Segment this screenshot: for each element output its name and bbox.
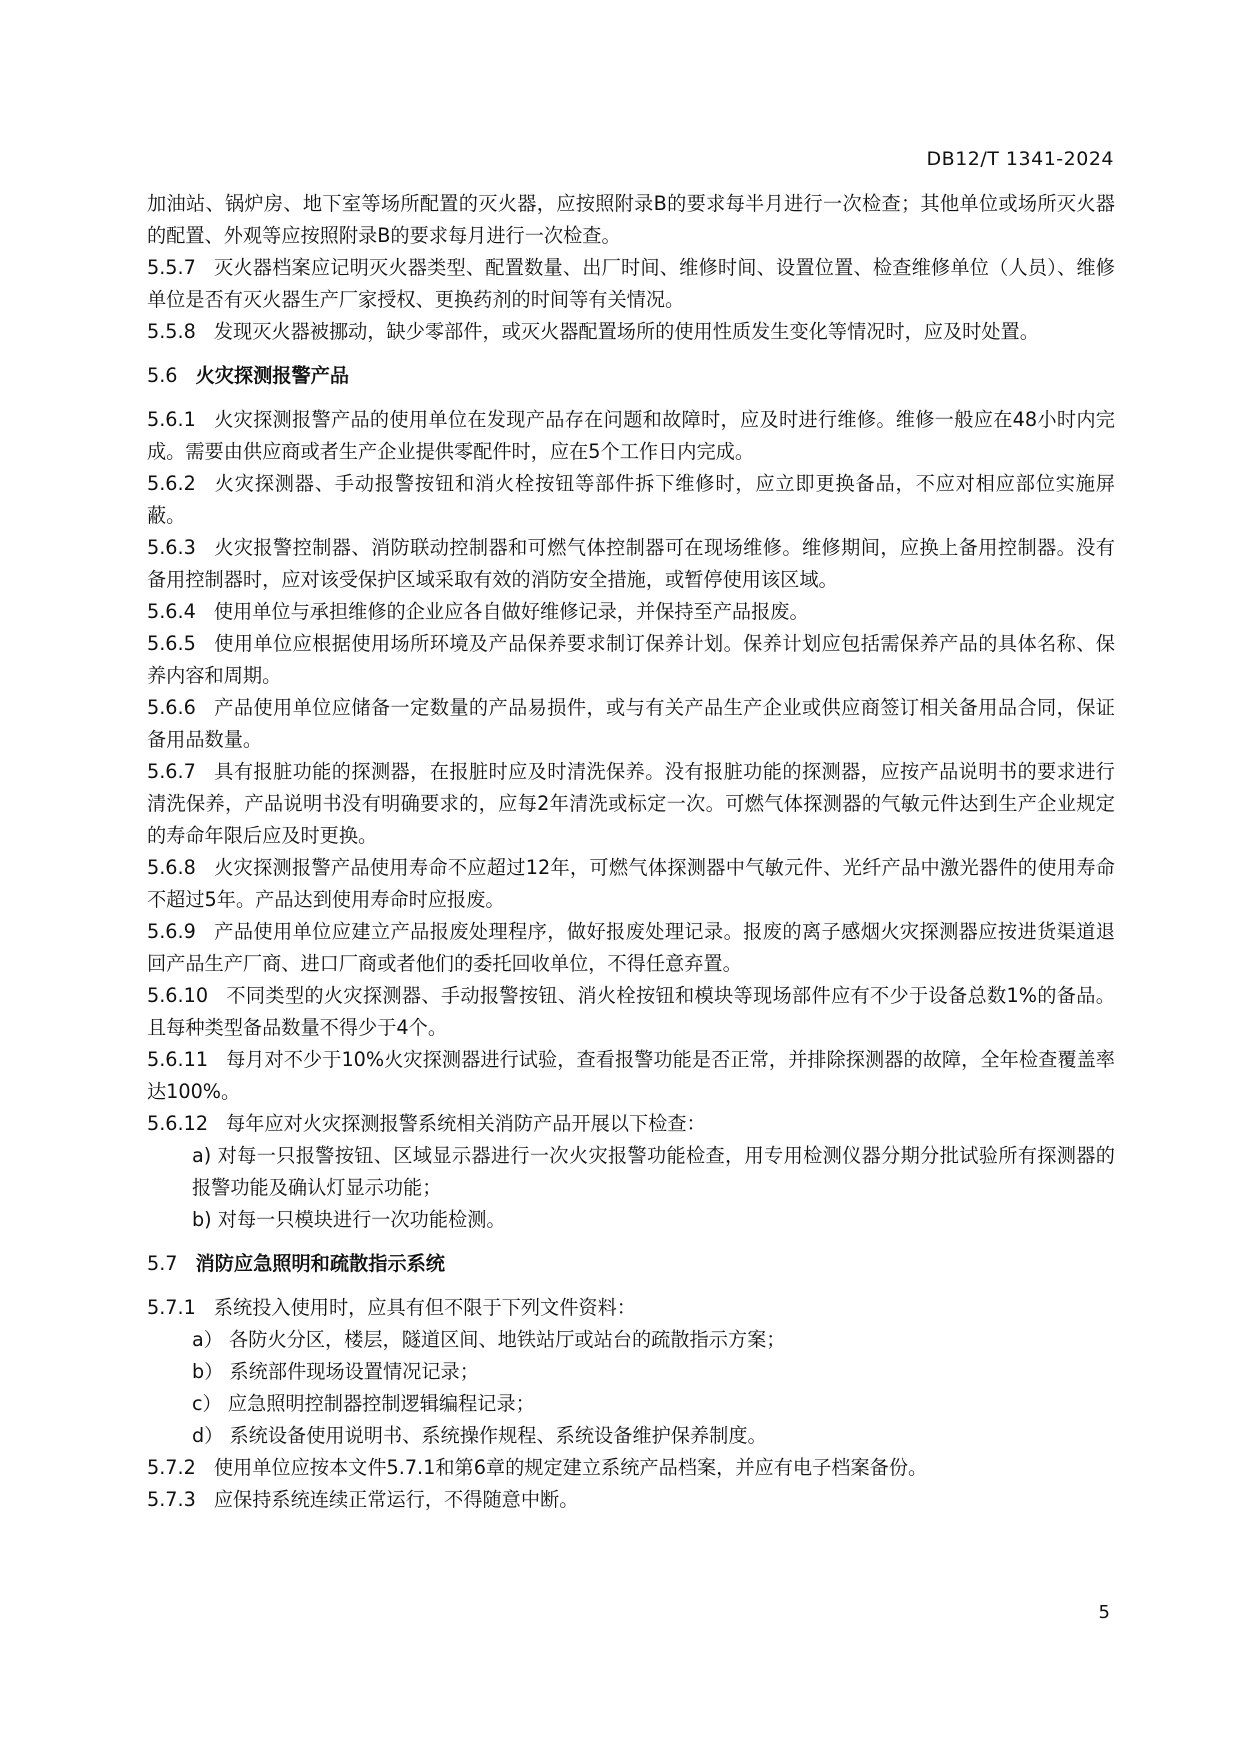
document-code: DB12/T 1341-2024 <box>926 148 1114 170</box>
list-item: b） 系统部件现场设置情况记录； <box>192 1360 479 1383</box>
section-number: 5.7 <box>147 1252 178 1275</box>
clause-number: 5.6.9 <box>147 920 196 943</box>
clause-5-6-9 <box>147 916 1115 980</box>
clause-number: 5.7.2 <box>147 1456 196 1479</box>
list-item: c） 应急照明控制器控制逻辑编程记录； <box>192 1392 535 1415</box>
clause-number: 5.7.1 <box>147 1296 196 1319</box>
clause-number: 5.7.3 <box>147 1488 196 1511</box>
section-heading-5-7 <box>147 1248 1115 1280</box>
section-heading-5-6 <box>147 360 1115 392</box>
section-number: 5.6 <box>147 364 178 387</box>
clause-number: 5.6.1 <box>147 408 196 431</box>
paragraph-text: 应保持系统连续正常运行，不得随意中断。 <box>213 1488 579 1511</box>
clause-5-6-11 <box>147 1044 1115 1108</box>
clause-5-6-5 <box>147 628 1115 692</box>
clause-number: 5.6.8 <box>147 856 196 879</box>
paragraph-text: 灭火器档案应记明灭火器类型、配置数量、出厂时间、维修时间、设置位置、检查维修单位（人员）、维修单位是否有灭火器生产厂家授权、更换药剂的时间等有关情况。 <box>147 256 1115 311</box>
clause-number: 5.6.7 <box>147 760 196 783</box>
paragraph-text: 产品使用单位应储备一定数量的产品易损件，或与有关产品生产企业或供应商签订相关备用品合同，保证备用品数量。 <box>147 696 1115 751</box>
list-item: a） 各防火分区，楼层，隧道区间、地铁站厅或站台的疏散指示方案； <box>192 1328 786 1351</box>
clause-5-5-7 <box>147 252 1115 316</box>
clause-5-6-4 <box>147 596 1115 628</box>
list-item: d） 系统设备使用说明书、系统操作规程、系统设备维护保养制度。 <box>192 1424 767 1447</box>
paragraph-text: 系统投入使用时，应具有但不限于下列文件资料： <box>213 1296 636 1319</box>
clause-5-7-3 <box>147 1484 1115 1516</box>
paragraph-text: 产品使用单位应建立产品报废处理程序，做好报废处理记录。报废的离子感烟火灾探测器应按进货渠道退回产品生产厂商、进口厂商或者他们的委托回收单位，不得任意弃置。 <box>147 920 1115 975</box>
paragraph-text: 发现灭火器被挪动，缺少零部件，或灭火器配置场所的使用性质发生变化等情况时，应及时处置。 <box>213 320 1039 343</box>
clause-number: 5.6.4 <box>147 600 196 623</box>
paragraph-text: 使用单位应按本文件5.7.1和第6章的规定建立系统产品档案，并应有电子档案备份。 <box>213 1456 928 1479</box>
clause-5-6-7 <box>147 756 1115 852</box>
section-title: 消防应急照明和疏散指示系统 <box>195 1252 445 1275</box>
clause-5-5-8 <box>147 316 1115 348</box>
clause-number: 5.6.11 <box>147 1048 209 1071</box>
paragraph-text: 火灾探测报警产品使用寿命不应超过12年，可燃气体探测器中气敏元件、光纤产品中激光器件的使用寿命不超过5年。产品达到使用寿命时应报废。 <box>147 856 1115 911</box>
page-content <box>147 188 1115 1516</box>
clause-5-6-3 <box>147 532 1115 596</box>
paragraph-text: 加油站、锅炉房、地下室等场所配置的灭火器，应按照附录B的要求每半月进行一次检查；其他单位或场所灭火器的配置、外观等应按照附录B的要求每月进行一次检查。 <box>147 192 1115 247</box>
list-item: b) 对每一只模块进行一次功能检测。 <box>192 1208 506 1231</box>
paragraph-continuation <box>147 188 1115 252</box>
clause-number: 5.6.2 <box>147 472 196 495</box>
clause-number: 5.6.10 <box>147 984 209 1007</box>
clause-number: 5.6.3 <box>147 536 196 559</box>
paragraph-text: 不同类型的火灾探测器、手动报警按钮、消火栓按钮和模块等现场部件应有不少于设备总数1%的备品。且每种类型备品数量不得少于4个。 <box>147 984 1115 1039</box>
clause-number: 5.6.12 <box>147 1112 209 1135</box>
clause-5-7-2 <box>147 1452 1115 1484</box>
clause-5-6-12 <box>147 1108 1115 1140</box>
paragraph-text: 使用单位与承担维修的企业应各自做好维修记录，并保持至产品报废。 <box>213 600 809 623</box>
paragraph-text: 使用单位应根据使用场所环境及产品保养要求制订保养计划。保养计划应包括需保养产品的具体名称、保养内容和周期。 <box>147 632 1115 687</box>
paragraph-text: 火灾探测器、手动报警按钮和消火栓按钮等部件拆下维修时，应立即更换备品，不应对相应部位实施屏蔽。 <box>147 472 1115 527</box>
clause-number: 5.5.7 <box>147 256 196 279</box>
clause-number: 5.6.5 <box>147 632 196 655</box>
clause-5-6-6 <box>147 692 1115 756</box>
section-title: 火灾探测报警产品 <box>195 364 350 387</box>
paragraph-text: 具有报脏功能的探测器，在报脏时应及时清洗保养。没有报脏功能的探测器，应按产品说明书的要求进行清洗保养，产品说明书没有明确要求的，应每2年清洗或标定一次。可燃气体探测器的气敏元件达到生产企业规定的寿命年限后应及时更换。 <box>147 760 1115 847</box>
clause-5-6-2 <box>147 468 1115 532</box>
paragraph-text: 每年应对火灾探测报警系统相关消防产品开展以下检查： <box>226 1112 706 1135</box>
paragraph-text: 火灾报警控制器、消防联动控制器和可燃气体控制器可在现场维修。维修期间，应换上备用控制器。没有备用控制器时，应对该受保护区域采取有效的消防安全措施，或暂停使用该区域。 <box>147 536 1115 591</box>
page-number: 5 <box>1098 1602 1110 1623</box>
paragraph-text: 火灾探测报警产品的使用单位在发现产品存在问题和故障时，应及时进行维修。维修一般应在48小时内完成。需要由供应商或者生产企业提供零配件时，应在5个工作日内完成。 <box>147 408 1115 463</box>
list-item: a) 对每一只报警按钮、区域显示器进行一次火灾报警功能检查，用专用检测仪器分期分批试验所有探测器的报警功能及确认灯显示功能； <box>192 1144 1115 1199</box>
clause-5-6-10 <box>147 980 1115 1044</box>
clause-5-6-1 <box>147 404 1115 468</box>
clause-number: 5.5.8 <box>147 320 196 343</box>
paragraph-text: 每月对不少于10%火灾探测器进行试验，查看报警功能是否正常，并排除探测器的故障，全年检查覆盖率达100%。 <box>147 1048 1115 1103</box>
clause-5-6-8 <box>147 852 1115 916</box>
clause-5-7-1 <box>147 1292 1115 1324</box>
clause-number: 5.6.6 <box>147 696 196 719</box>
